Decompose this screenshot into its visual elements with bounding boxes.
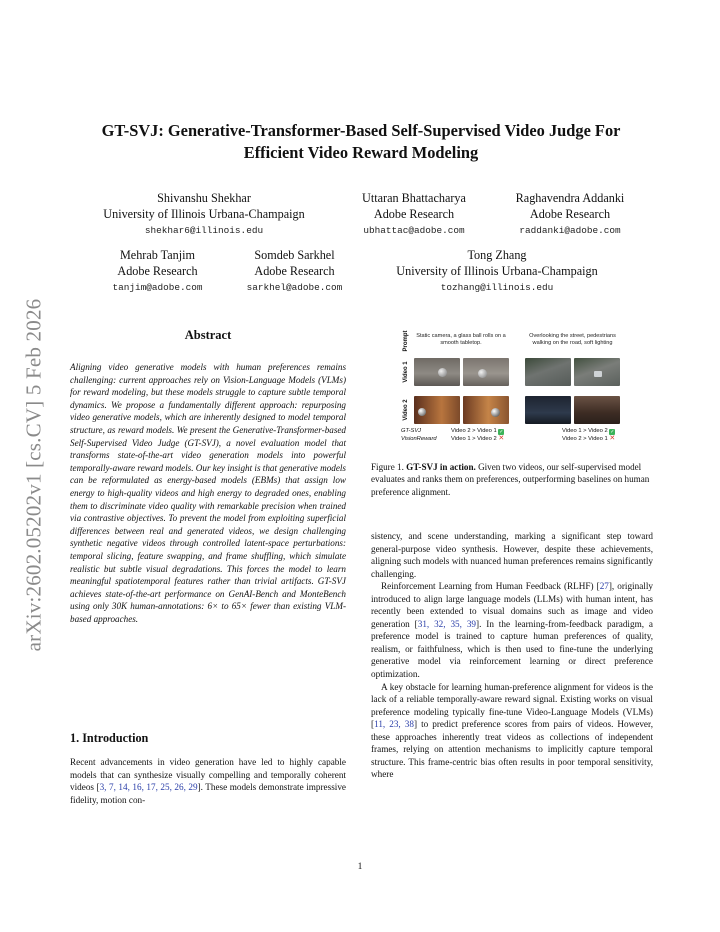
video-frame	[463, 396, 509, 424]
video-frame	[414, 396, 460, 424]
abstract-body: Aligning video generative models with human preferences remains challenging: current approaches rely on Vision-Language Models (VLMs) for reward modeling, but these models struggle to capture subtle temporal dynamics. We propose a fundamentally different approach: repurposing video generative models, which are inherently designed to model temporal structure, as reward models. We present the Generative-Transformer-based Self-Supervised Video Judge (GT-SVJ), a novel evaluation model that transforms state-of-the-art video generation models into powerful temporally-aware reward models. Our key insight is that generative models can be reformulated as energy-based models (EBMs) that assign low energy to high-quality videos and high energy to degraded ones, enabling them to discriminate video quality with remarkable precision when trained via contrastive objectives. To prevent the model from exploiting superficial differences between real and generated videos, we design challenging synthetic negative videos through controlled latent-space perturbations: temporal slicing, feature swapping, and frame shuffling, which simulate realistic but subtle visual degradations. This forces the model to learn meaningful spatiotemporal features rather than trivial artifacts. GT-SVJ achieves state-of-the-art performance on GenAI-Bench and MonteBench using only 30K human-annotations: 6× to 65× fewer than existing VLM-based approaches.	[70, 362, 346, 624]
citation-link[interactable]: 11, 23, 38	[374, 719, 414, 730]
arxiv-stamp-text: arXiv:2602.05202v1 [cs.CV] 5 Feb 2026	[21, 298, 46, 652]
text-span: A key obstacle for learning human-preference alignment for videos is the lack of a reliable temporally-aware reward signal. Existing works on visual preference modeling typically fine-tune Video-Language Models (VLMs) [	[371, 681, 653, 730]
caption-text: Given two videos, our self-supervised model evaluates and ranks them on preferences, outperforming baselines on human preference alignment.	[371, 462, 650, 497]
author-block	[344, 190, 484, 240]
author-block	[95, 247, 220, 297]
cross-icon: ✕	[609, 435, 616, 442]
author-name: Somdeb Sarkhel	[254, 248, 335, 262]
video-frame	[463, 358, 509, 386]
abstract-heading: Abstract	[184, 328, 232, 342]
author-block	[232, 247, 357, 297]
text-span: ]. These models demonstrate impressive fidelity, motion con-	[70, 782, 346, 805]
author-email: tanjim@adobe.com	[112, 282, 203, 293]
author-affiliation: Adobe Research	[373, 207, 455, 221]
author-name: Raghavendra Addanki	[515, 191, 625, 205]
author-block	[368, 247, 626, 297]
caption-label: Figure 1.	[371, 462, 404, 472]
row-label-video1: Video 1	[403, 361, 409, 383]
author-affiliation: Adobe Research	[117, 264, 198, 278]
author-name: Shivanshu Shekhar	[157, 191, 251, 205]
video-frame	[414, 358, 460, 386]
row-label-prompt: Prompt	[403, 330, 409, 352]
row-label-video2: Video 2	[403, 399, 409, 421]
author-email: sarkhel@adobe.com	[246, 282, 343, 293]
figure-caption	[371, 461, 653, 498]
author-name: Tong Zhang	[467, 248, 527, 262]
method-label-visionreward: VisionReward	[401, 436, 437, 442]
text-span: Recent advancements in video generation have led to highly capable models that can synthesize visually compelling and temporally coherent videos [	[70, 757, 346, 793]
result-left-gtsvj: Video 2 > Video 1 ✓	[451, 428, 504, 435]
check-icon: ✓	[610, 429, 615, 435]
video-frame	[574, 358, 620, 386]
intro-paragraph-right	[371, 530, 653, 781]
author-affiliation: University of Illinois Urbana-Champaign	[103, 207, 305, 221]
page-number: 1	[357, 862, 363, 872]
result-right-gtsvj: Video 1 > Video 2 ✓	[562, 428, 615, 435]
figure-1	[399, 330, 624, 448]
author-name: Uttaran Bhattacharya	[362, 191, 466, 205]
author-block	[495, 190, 645, 240]
result-left-visionreward: Video 1 > Video 2 ✕	[451, 435, 505, 442]
video-frame	[525, 358, 571, 386]
text-span: Reinforcement Learning from Human Feedback (RLHF) [	[381, 581, 600, 592]
text-span: ]. In the learning-from-feedback paradigm, a preference model is trained to capture human preferences of quality, realism, or faithfulness, which is then used to fine-tune the underlying generative model via reinforcement learning or direct preference optimization.	[371, 618, 653, 680]
text-span: sistency, and scene understanding, marking a significant step toward general-purpose video synthesis. However, despite these achievements, aligning such models with nuanced human preferences remains significantly challenging.	[371, 531, 653, 579]
check-icon: ✓	[499, 429, 504, 435]
citation-link[interactable]: 31, 32, 35, 39	[417, 618, 477, 629]
author-affiliation: Adobe Research	[529, 207, 611, 221]
cross-icon: ✕	[498, 435, 505, 442]
arxiv-stamp	[14, 265, 54, 685]
video-frame	[525, 396, 571, 424]
author-name: Mehrab Tanjim	[119, 248, 196, 262]
text-span: ] to predict preference scores from pairs of videos. However, these approaches inherently treat videos as collections of independent frames, relying on attention mechanisms to implicitly capture temporal structure. This frame-centric bias often results in poor temporal sensitivity, where	[371, 719, 653, 780]
author-email: shekhar6@illinois.edu	[144, 225, 264, 236]
method-label-gtsvj: GT-SVJ	[401, 428, 422, 434]
prompt-text-left: Static camera, a glass ball rolls on a smooth tabletop.	[416, 333, 506, 346]
prompt-text-right: Overlooking the street, pedestrians walking on the road, soft lighting	[529, 333, 616, 346]
citation-link[interactable]: 27	[599, 581, 609, 592]
author-block	[75, 190, 333, 240]
author-email: raddanki@adobe.com	[519, 225, 621, 236]
author-affiliation: University of Illinois Urbana-Champaign	[396, 264, 598, 278]
paper-title: GT-SVJ: Generative-Transformer-Based Self-Supervised Video Judge For Efficient Video Reward Modeling	[101, 121, 621, 162]
author-affiliation: Adobe Research	[254, 264, 335, 278]
citation-link[interactable]: 3, 7, 14, 16, 17, 25, 26, 29	[99, 782, 198, 793]
section-heading: 1. Introduction	[70, 731, 149, 745]
intro-paragraph-left	[70, 756, 346, 806]
author-email: tozhang@illinois.edu	[440, 282, 554, 293]
video-frame	[574, 396, 620, 424]
result-right-visionreward: Video 2 > Video 1 ✕	[562, 435, 616, 442]
author-email: ubhattac@adobe.com	[363, 225, 465, 236]
text-span: ], originally introduced to align large language models (LLMs) with human intent, has recently been extended to visual domains such as image and video generation [	[371, 581, 653, 629]
caption-bold: GT-SVJ in action.	[406, 462, 476, 472]
